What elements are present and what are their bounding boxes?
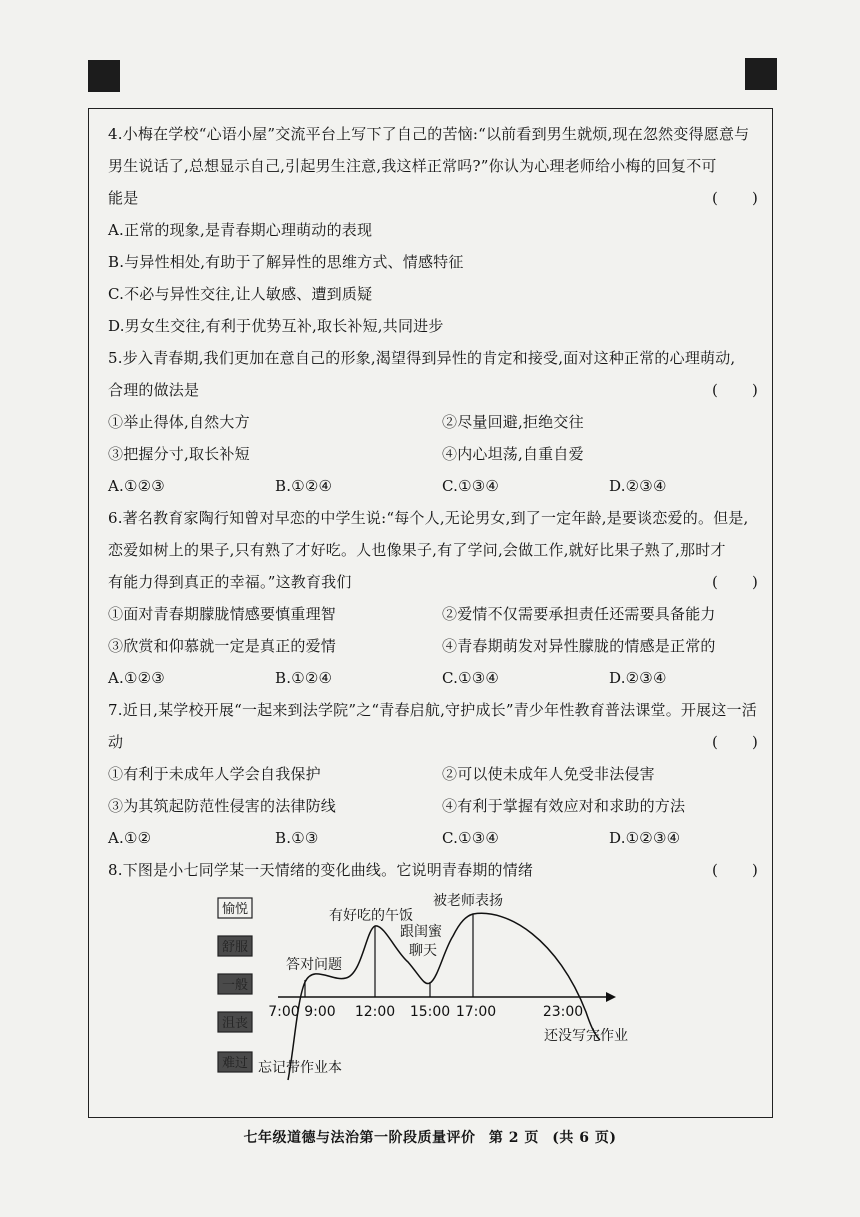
item-2-7: ②可以使未成年人免受非法侵害 bbox=[442, 765, 655, 783]
question-8-line-1: 8.下图是小七同学某一天情绪的变化曲线。它说明青春期的情绪 bbox=[108, 861, 534, 879]
answer-parentheses-6: ( ) bbox=[712, 573, 758, 591]
page-footer bbox=[0, 1127, 860, 1147]
question-6 bbox=[108, 502, 760, 694]
option-d-4: D.男女生交往,有利于优势互补,取长补短,共同进步 bbox=[108, 317, 444, 335]
option-c-4: C.不必与异性交往,让人敏感、遭到质疑 bbox=[108, 285, 373, 303]
footer-title: 七年级道德与法治第一阶段质量评价 bbox=[243, 1130, 476, 1146]
footer-page: 第 2 页 bbox=[488, 1130, 539, 1146]
choice-d-6: D.②③④ bbox=[609, 669, 667, 687]
annotation-forgot-notebook: 忘记带作业本 bbox=[258, 1060, 342, 1076]
item-2-5: ②尽量回避,拒绝交往 bbox=[442, 413, 584, 431]
annotation-friend-1: 跟闺蜜 bbox=[400, 924, 442, 940]
annotation-homework-unfinished: 还没写完作业 bbox=[544, 1028, 628, 1044]
answer-parentheses-7: ( ) bbox=[712, 733, 758, 751]
choice-c-7: C.①③④ bbox=[442, 829, 500, 847]
choice-d-7: D.①②③④ bbox=[609, 829, 681, 847]
choice-b-7: B.①③ bbox=[275, 829, 319, 847]
question-8 bbox=[108, 854, 760, 1090]
question-4-line-1: 4.小梅在学校“心语小屋”交流平台上写下了自己的苦恼:“以前看到男生就烦,现在忽然变得愿意与 bbox=[108, 125, 750, 143]
question-5-line-1: 5.步入青春期,我们更加在意自己的形象,渴望得到异性的肯定和接受,面对这种正常的心理萌动, bbox=[108, 349, 736, 367]
question-4-line-2: 男生说话了,总想显示自己,引起男生注意,我这样正常吗?”你认为心理老师给小梅的回复不可 bbox=[108, 157, 717, 175]
answer-parentheses-4: ( ) bbox=[712, 189, 758, 207]
item-4-5: ④内心坦荡,自重自爱 bbox=[442, 445, 584, 463]
choice-c-6: C.①③④ bbox=[442, 669, 500, 687]
mood-level-5: 难过 bbox=[221, 1056, 249, 1071]
tick-label-12: 12:00 bbox=[354, 1004, 396, 1020]
option-a-4: A.正常的现象,是青春期心理萌动的表现 bbox=[108, 221, 373, 239]
annotation-answer: 答对问题 bbox=[286, 957, 342, 973]
choice-b-6: B.①②④ bbox=[275, 669, 333, 687]
item-3-6: ③欣赏和仰慕就一定是真正的爱情 bbox=[108, 637, 337, 655]
question-7-line-1: 7.近日,某学校开展“一起来到法学院”之“青春启航,守护成长”青少年性教育普法课堂。开展这一活 bbox=[108, 701, 757, 719]
item-1-6: ①面对青春期朦胧情感要慎重理智 bbox=[108, 605, 337, 623]
annotation-praise: 被老师表扬 bbox=[433, 893, 503, 909]
mood-chart bbox=[108, 890, 760, 1090]
choice-a-7: A.①② bbox=[108, 829, 152, 847]
option-b-4: B.与异性相处,有助于了解异性的思维方式、情感特征 bbox=[108, 253, 464, 271]
choice-b-5: B.①②④ bbox=[275, 477, 333, 495]
question-6-line-3: 有能力得到真正的幸福。”这教育我们 bbox=[108, 573, 352, 591]
tick-label-23: 23:00 bbox=[542, 1004, 584, 1020]
mood-level-3: 一般 bbox=[221, 978, 249, 993]
answer-parentheses-5: ( ) bbox=[712, 381, 758, 399]
question-6-line-2: 恋爱如树上的果子,只有熟了才好吃。人也像果子,有了学问,会做工作,就好比果子熟了,那时才 bbox=[108, 541, 726, 559]
annotation-lunch: 有好吃的午饭 bbox=[329, 908, 413, 924]
item-3-5: ③把握分寸,取长补短 bbox=[108, 445, 250, 463]
tick-label-7: 7:00 bbox=[268, 1004, 300, 1020]
mood-level-1: 愉悦 bbox=[221, 902, 249, 917]
mood-chart-svg bbox=[108, 890, 760, 1090]
item-4-6: ④青春期萌发对异性朦胧的情感是正常的 bbox=[442, 637, 716, 655]
question-4-line-3: 能是 bbox=[108, 189, 139, 207]
item-1-5: ①举止得体,自然大方 bbox=[108, 413, 250, 431]
question-7-line-2: 动 bbox=[108, 733, 124, 751]
mood-level-4: 沮丧 bbox=[221, 1016, 249, 1031]
item-1-7: ①有利于未成年人学会自我保护 bbox=[108, 765, 321, 783]
item-3-7: ③为其筑起防范性侵害的法律防线 bbox=[108, 797, 337, 815]
mood-level-2: 舒服 bbox=[221, 940, 249, 955]
question-4 bbox=[108, 118, 760, 342]
choice-a-5: A.①②③ bbox=[108, 477, 165, 495]
question-6-line-1: 6.著名教育家陶行知曾对早恋的中学生说:“每个人,无论男女,到了一定年龄,是要谈恋爱的。但是, bbox=[108, 509, 749, 527]
answer-parentheses-8: ( ) bbox=[712, 861, 758, 879]
choice-c-5: C.①③④ bbox=[442, 477, 500, 495]
registration-mark-right bbox=[745, 58, 777, 90]
question-7 bbox=[108, 694, 760, 854]
registration-mark-left bbox=[88, 60, 120, 92]
question-5 bbox=[108, 342, 760, 502]
question-content bbox=[108, 118, 760, 1090]
item-2-6: ②爱情不仅需要承担责任还需要具备能力 bbox=[442, 605, 716, 623]
tick-label-15: 15:00 bbox=[409, 1004, 451, 1020]
choice-d-5: D.②③④ bbox=[609, 477, 667, 495]
item-4-7: ④有利于掌握有效应对和求助的方法 bbox=[442, 797, 686, 815]
annotation-friend-2: 聊天 bbox=[409, 943, 437, 959]
question-5-line-2: 合理的做法是 bbox=[108, 381, 200, 399]
axis-arrow-icon bbox=[606, 992, 616, 1002]
tick-label-9: 9:00 bbox=[304, 1004, 336, 1020]
choice-a-6: A.①②③ bbox=[108, 669, 165, 687]
tick-label-17: 17:00 bbox=[455, 1004, 497, 1020]
footer-total: (共 6 页) bbox=[552, 1130, 617, 1146]
